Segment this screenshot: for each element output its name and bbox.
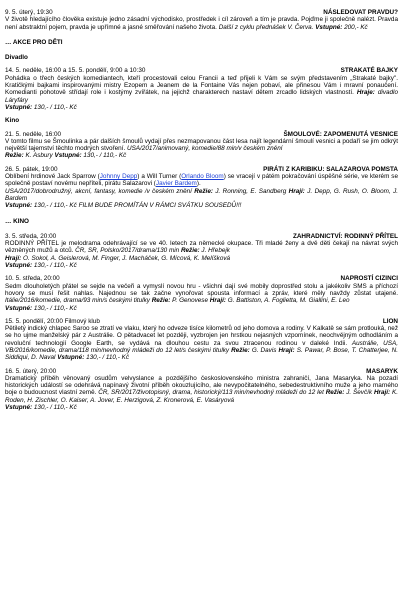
event-header (5, 131, 398, 138)
event-description-text: Oblíbení hrdinové Jack Sparrow ( (5, 173, 100, 181)
section-heading-children: … AKCE PRO DĚTI (5, 38, 63, 46)
cast-value: K. Roden, H. Zischler, O. Kaiser, A. Jover, E. Herzigová, Z. Kronerová, E. Vasáryová (5, 389, 399, 404)
cast-label: Hrají: (278, 346, 295, 354)
admission-price: 200,- Kč (344, 23, 368, 31)
film-info: Austrálie, USA, VB/2016/komedie, drama/118 min/nevhodný mládeži do 12 let/s českými titulky (5, 339, 398, 354)
admission-price: 130,- / 110,- Kč (33, 103, 77, 111)
cast-label: Hrají: (373, 389, 391, 397)
director-value: P. Genovese (172, 297, 208, 305)
event-datetime: 10. 5. středa, 20:00 (5, 275, 60, 283)
event-title: PIRÁTI Z KARIBIKU: SALAZAROVA POMSTA (263, 165, 398, 173)
cast-value: O. Sokol, A. Geislerová, M. Finger, J. Macháček, G. Mícová, K. Melíšková (22, 254, 231, 262)
event-header (5, 368, 398, 375)
cast-label: Hrají: (209, 297, 226, 305)
director-label: Režie: (180, 247, 200, 255)
event-header (5, 9, 398, 16)
cast-value: S. Pawar, P. Bose, T. Chatterjee, N. Siddiqui, D. Naval (5, 346, 399, 362)
actor-link-johnny-depp[interactable]: Johnny Depp (99, 173, 138, 181)
event-description-text: ). (196, 180, 201, 188)
event-title: STRAKATÉ BAJKY (340, 67, 398, 75)
actor-link-javier-bardem[interactable]: Javier Bardem (155, 180, 197, 188)
event-pirati-z-karibiku (5, 166, 398, 210)
event-naprosti-cizinci (5, 275, 398, 311)
admission-label: Vstupné: (315, 23, 343, 31)
event-title: MASARYK (366, 367, 398, 375)
event-nasledovat-pravdu (5, 9, 398, 31)
section-heading-cinema: … KINO (5, 217, 29, 225)
cast-label: Hrají: (5, 254, 22, 262)
director-label: Režie: (231, 346, 250, 354)
director-value: J. Ronning, E. Sandberg (215, 187, 287, 195)
category-theatre: Divadlo (5, 54, 28, 62)
admission-label: Vstupné: (5, 262, 33, 270)
director-label: Režie: (325, 389, 345, 397)
film-info: ČR, SR, Polsko/2017/drama/130 min (75, 247, 180, 255)
admission-label: Vstupné: (54, 152, 82, 160)
admission-price: 130,- / 110,- Kč (33, 262, 77, 270)
event-datetime: 3. 5. středa, 20:00 (5, 232, 57, 240)
event-header (5, 67, 398, 74)
cast-label: Hrají: (288, 187, 305, 195)
event-header (5, 318, 398, 325)
admission-price: 130,- / 110,- Kč (83, 152, 127, 160)
event-masaryk (5, 368, 398, 412)
event-datetime: 14. 5. neděle, 16:00 a 15. 5. pondělí, 9:00 a 10:30 (5, 67, 146, 75)
admission-price: 130,- / 110,- Kč (33, 404, 77, 412)
event-description (5, 283, 398, 312)
event-description (5, 325, 398, 361)
event-description-text: Sedm dlouholetých přátel se sejde na večeři a vymyslí novou hru - všichni dají své mobily doprostřed stolu a jakékoliv SMS a příchozí hovory se musí řešit nahlas. Najednou se tak začne vynořovat spousta informací a zpráv, které měly navždy zůstat utajené. (5, 282, 398, 297)
event-title: ŠMOULOVÉ: ZAPOMENUTÁ VESNICE (283, 130, 398, 138)
director-value: J. Hřebejk (201, 247, 230, 255)
admission-label: Vstupné: (5, 103, 33, 111)
event-description-text: RODINNÝ PŘÍTEL je melodrama odehrávající se ve 40. letech za německé okupace. Tři mladé ženy a dvě děti čekají na návrat svých vězněných mužů a otců. (5, 240, 398, 255)
admission-price: 130,- / 110,- Kč FILM BUDE PROMÍTÁN V RÁMCI SVÁTKU SOUSEDŮ!!! (33, 202, 242, 210)
director-value: J. Ševčík (346, 389, 373, 397)
credits-value: divadlo Láryfáry (5, 89, 398, 104)
event-strakate-bajky (5, 67, 398, 111)
event-zahradnictvi (5, 233, 398, 269)
film-info: ČR, SR/2017/životopisný, drama, historický/113 min/nevhodný mládeži do 12 let (98, 389, 324, 397)
admission-price: 130,- / 110,- Kč (86, 354, 129, 362)
event-datetime: 9. 5. úterý, 19:30 (5, 9, 53, 16)
event-smoulove (5, 131, 398, 160)
event-datetime: 26. 5. pátek, 19:00 (5, 165, 58, 173)
admission-label: Vstupné: (57, 354, 85, 362)
event-description-text: Pohádka o třech českých komediantech, kteří procestovali celou Francii a teď přijeli k Vám se svým představením „Strakaté bajky". Kratičkými bajkami inspirovanými mistry Ezopem a Jeanem de la Fontaine Vás nejen pobaví, ale přinesou Vám i mravní ponaučení. Komedianti pohotově střídají role i kostýmy zvířátek, na jejichž charakterech nastaví dětem zrcadlo lidských vlastností. (5, 74, 398, 97)
event-description (5, 75, 398, 111)
cast-value: J. Depp, G. Rush, O. Bloom, J. Bardem (5, 187, 398, 202)
actor-link-orlando-bloom[interactable]: Orlando Bloom (181, 173, 224, 181)
event-title: LION (382, 317, 398, 325)
director-value: G. Davis (251, 346, 277, 354)
event-datetime: 15. 5. pondělí, 20:00 Filmový klub (5, 317, 100, 325)
admission-label: Vstupné: (5, 404, 33, 412)
film-info: Itálie/2016/komedie, drama/93 min/s českými titulky (5, 297, 150, 305)
event-header (5, 275, 398, 282)
event-description (5, 138, 398, 160)
director-label: Režie: (194, 187, 213, 195)
event-description-text: Pětiletý indický chlapec Saroo se ztratí ve vlaku, který ho odveze tisíce kilometrů od jeho domova a rodiny. V Kalkatě se sám protlouká, než se ho ujme manželský pár z Austrálie. O pětadvacet let později, vyzbrojen jen hrstkou nejasných vzpomínek, neochvějným odhodláním a revoluční technologií Google Earth, se vydává na dlouhou cestu za svou ztracenou rodinou v daleké Indii. (5, 325, 398, 347)
film-info: USA/2017/animovaný, komedie/88 min/v českém znění (127, 145, 283, 153)
event-description-text: ) se vracejí v pátém pokračování úspěšné série, ve kterém se společně postaví novému nepříteli, pirátu Salazarovi ( (5, 173, 398, 188)
event-description (5, 240, 398, 269)
event-description (5, 16, 398, 31)
admission-label: Vstupné: (5, 202, 33, 210)
event-lion (5, 318, 398, 362)
event-header (5, 166, 398, 173)
category-cinema: Kino (5, 117, 20, 125)
admission-label: Vstupné: (5, 304, 33, 312)
credits-label: Hraje: (356, 89, 375, 97)
event-datetime: 16. 5. úterý, 20:00 (5, 367, 57, 375)
event-description (5, 173, 398, 209)
director-label: Režie: (5, 152, 24, 160)
event-datetime: 21. 5. neděle, 16:00 (5, 130, 62, 138)
event-description (5, 375, 398, 411)
event-title: ZAHRADNICTVÍ: RODINNÝ PŘÍTEL (292, 232, 398, 240)
event-description-text: Dramatický příběh věnovaný osudům velvyslance a pozdějšího československého ministra zahraničí, Jana Masaryka. Na pozadí historických událostí se odehrává napínavý životní příběh okouzlujícího, ale nevypočitatelného, sebedestruktivního muže a jeho marného boje o budoucnost vlastní země. (5, 374, 398, 397)
event-description-text: ) a Will Turner ( (137, 173, 182, 181)
admission-price: 130,- / 110,- Kč (33, 304, 77, 312)
event-description-text: V životě hledajícího člověka existuje jedno zásadní východisko, prostředek i cíl zároveň a tím je pravda. Pojďme ji společně nalézt. Pravda není abstraktní pojem, pravda je upřímné a jasné směřování našeho života. (5, 16, 398, 31)
event-description-text: V tomto filmu se Šmoulinka a pár dalších šmoulů vydají přes nezmapovanou část lesa najít legendární šmoulí vesnici a podaří se jim odkrýt největší tajemství těchto modrých stvoření. (5, 137, 398, 153)
event-title: NAPROSTÍ CIZINCI (340, 275, 398, 283)
event-title: NÁSLEDOVAT PRAVDU? (323, 9, 398, 16)
event-note: Další z cyklu přednášek V. Červa. (218, 23, 314, 31)
film-info: USA/2017/dobrodružný, akcní, fantasy, komedie /v českém znění (5, 187, 192, 195)
cast-value: G. Battiston, A. Foglietta, M. Giallini, E. Leo (227, 297, 350, 305)
director-value: K. Asbury (25, 152, 53, 160)
director-label: Režie: (151, 297, 171, 305)
